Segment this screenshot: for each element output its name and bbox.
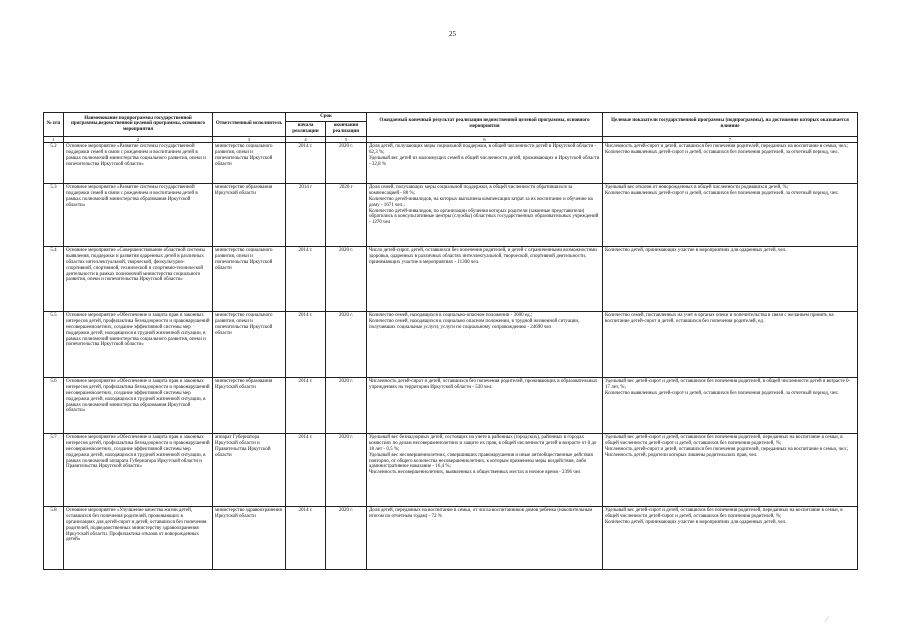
result-line: Численность несовершеннолетних, выявленных в общественных местах в ночное время - 2396 чел [369, 470, 581, 476]
row-indicators [603, 506, 858, 569]
row-activity-name: Основное мероприятие «Обеспечение и защита прав и законных интересов детей, профилактика безнадзорности и правонарушений несовершеннолетних, создание эффективной системы мер поддержки детей, находящихся в трудной жизненной ситуации, в рамках полномочий аппарата Губернатора Иркутской области и Правительства Иркутской области» [64, 433, 213, 506]
indicator-line: Численность детей, родители которых лишены родительских прав, чел. [605, 452, 758, 458]
column-number: 5 [326, 136, 367, 142]
row-number: 5.5 [44, 311, 64, 377]
row-expected-result [367, 377, 603, 433]
row-activity-name: Основное мероприятие «Улучшение качества жизни детей, оставшихся без попечения родителей, проживающих в организациях для детей-сирот и детей, оставшихся без попечения родителей, подведомственных министерству здравоохранения Иркутской области. Профилактика отказов от новорожденных детей» [64, 506, 213, 569]
header-start: начала реализации [286, 121, 326, 136]
row-activity-name: Основное мероприятие «Обеспечение и защита прав и законных интересов детей, профилактика безнадзорности и правонарушений несовершеннолетних, создание эффективной системы мер поддержки детей, находящихся в трудной жизненной ситуации, в рамках полномочий министерства образования Иркутской области» [64, 377, 213, 433]
table-row [44, 311, 858, 377]
result-line: Количество семей, находящихся в социально-опасном положении - 3600 ед.; [369, 312, 533, 318]
result-line: Численность детей-сирот и детей, оставшихся без попечения родителей, проживающих в образовательных учреждениях на территории Иркутской области - 530 чел. [369, 378, 598, 390]
row-indicators [603, 142, 858, 183]
header-term: Срок [286, 113, 367, 122]
column-number: 1 [44, 136, 64, 142]
result-line: Количество детей-инвалидов, по организации обучения которых родители (законные представители) обратились в консультативные центры (службы) областных государственных образовательных учреждений - 1270 чел [369, 208, 599, 226]
row-activity-name: Основное мероприятие «Обеспечение и защита прав и законных интересов детей, профилактика безнадзорности и правонарушений несовершеннолетних, создание эффективной системы мер поддержки детей, находящихся в трудной жизненной ситуации, в рамках полномочий министерства социального развития, опеки и попечительства Иркутской области» [64, 311, 213, 377]
row-executor: министерство образования Иркутской области [213, 377, 286, 433]
header-end: окончания реализации [326, 121, 367, 136]
table-row [44, 246, 858, 311]
row-number: 5.4 [44, 246, 64, 311]
row-expected-result [367, 433, 603, 506]
indicator-line: Удельный вес детей-сирот и детей, оставшихся без попечения родителей, в общей численности детей в возрасте 0-17 лет, %; [605, 378, 851, 390]
indicator-line: Численность детей-сирот и детей, оставшихся без попечения родителей, переданных на воспитание в семьи, чел.; [605, 143, 849, 149]
row-number: 5.7 [44, 433, 64, 506]
header-executor: Ответственный исполнитель [213, 113, 286, 137]
row-start-date: 2014 г [286, 183, 326, 246]
table-row [44, 506, 858, 569]
indicator-line: Количество выявленных детей-сирот и детей, оставшихся без попечения родителей, за отчетный период, чел. [605, 190, 839, 196]
row-executor: министерство здравоохранения Иркутской области [213, 506, 286, 569]
row-start-date: 2014 г. [286, 433, 326, 506]
row-end-date: 2020 г. [326, 142, 367, 183]
row-expected-result [367, 311, 603, 377]
row-executor: аппарат Губернатора Иркутской области и Правительства Иркутской области [213, 433, 286, 506]
row-expected-result [367, 506, 603, 569]
column-number: 6 [367, 136, 603, 142]
indicator-line: Удельный вес детей-сирот и детей, оставшихся без попечения родителей, переданных на воспитание в семьи, в общей численности детей-сирот и детей, оставшихся без попечения родителей, %; [605, 434, 843, 446]
indicator-line: Количество семей, поставленных на учет в органах опеки и попечительства в связи с желанием принять на воспитание детей-сирот и детей, оставшихся без попечения родителей, ед. [605, 312, 834, 324]
row-start-date: 2014 г. [286, 246, 326, 311]
row-activity-name: Основное мероприятие «Совершенствование областной системы выявления, поддержки и развития одаренных детей в различных областях интеллектуальной, творческой, физкультурно-спортивной, спортивной, технической и спортивно-технической деятельности в рамках полномочий министерства социального развития, опеки и попечительства Иркутской области» [64, 246, 213, 311]
result-line: Удельный вес несовершеннолетних, совершивших правонарушения и иные антиобщественные действия повторно, от общего количества несовершеннолетних, к которым применены меры воздействия, либо административное наказание - 16,4 %; [369, 452, 593, 470]
table-row [44, 433, 858, 506]
indicator-line: Количество детей, принимающих участие в мероприятиях для одаренных детей, чел. [605, 247, 787, 253]
row-expected-result [367, 183, 603, 246]
result-line: Доля семей, получающих меры социальной поддержки, в общей численности обратившихся за компенсацией - 80 %; [369, 184, 573, 196]
row-start-date: 2014 г. [286, 142, 326, 183]
result-line: Количество детей-инвалидов, на которых выплачена компенсация затрат за их воспитание и обучение на дому - 1671 чел.; [369, 196, 593, 208]
row-end-date: 2020 г. [326, 433, 367, 506]
result-line: Доля детей, переданных на воспитание в семьи, от числа воспитанников домов ребенка (накопительным итогом по отчетным годам) - 72 % [369, 507, 593, 519]
row-indicators [603, 246, 858, 311]
row-indicators [603, 183, 858, 246]
indicator-line: Численность детей-сирот и детей, оставшихся без попечения родителей, переданных на воспитание в семьи, чел.; [605, 446, 849, 452]
row-executor: министерство социального развития, опеки и попечительства Иркутской области [213, 246, 286, 311]
page-number: 25 [449, 30, 456, 38]
header-result: Ожидаемый конечный результат реализации ведомственной целевой программы, основного мероприятия [367, 113, 603, 137]
indicator-line: Количество выявленных детей-сирот и детей, оставшихся без попечения родителей, за отчетный период, чел. [605, 390, 839, 396]
row-expected-result [367, 246, 603, 311]
row-executor: министерство образования Иркутской области [213, 183, 286, 246]
row-end-date: 2020 г. [326, 246, 367, 311]
table-row [44, 183, 858, 246]
row-end-date: 2020 г [326, 183, 367, 246]
row-end-date: 2020 г. [326, 377, 367, 433]
column-number: 2 [64, 136, 213, 142]
header-indicators: Целевые показатели государственной программы (подпрограммы), на достижение которых оказывается влияние [603, 113, 858, 137]
table-header [44, 113, 858, 143]
indicator-line: Количество детей, принимающих участие в мероприятиях для одаренных детей, чел. [605, 519, 787, 525]
column-number: 4 [286, 136, 326, 142]
row-expected-result [367, 142, 603, 183]
header-name: Наименование подпрограммы государственной программы,ведомственной целевой программы, основного мероприятия [64, 113, 213, 137]
row-activity-name: Основное мероприятие «Развитие системы государственной поддержки семей в связи с рождением и воспитанием детей в рамках полномочий министерства образования Иркутской области» [64, 183, 213, 246]
row-end-date: 2020 г. [326, 506, 367, 569]
column-number: 3 [213, 136, 286, 142]
result-line: Удельный вес детей из малоимущих семей в общей численности детей, проживающих в Иркутской области - 32,8 % [369, 155, 600, 167]
indicator-line: Удельный вес отказов от новорожденных в общей численности родившихся детей, %; [605, 184, 789, 190]
row-start-date: 2014 г. [286, 506, 326, 569]
indicator-line: Удельный вес детей-сирот и детей, оставшихся без попечения родителей, переданных на воспитание в семьи, в общей численности детей-сирот и детей, оставшихся без попечения родителей, %; [605, 507, 843, 519]
header-num: № п/п [44, 113, 64, 137]
row-number: 5.3 [44, 183, 64, 246]
program-table [43, 112, 858, 570]
row-indicators [603, 311, 858, 377]
row-number: 5.8 [44, 506, 64, 569]
indicator-line: Количество выявленных детей-сирот и детей, оставшихся без попечения родителей, за отчетный период, чел. [605, 149, 839, 155]
scan-mark-icon: ⁄ [826, 615, 828, 624]
row-executor: министерство социального развития, опеки и попечительства Иркутской области [213, 142, 286, 183]
result-line: Количество семей, находящихся в социально опасном положении, в трудной жизненной ситуации, получивших социальные услуги, услуги по социальному сопровождению - 24690 чел [369, 318, 580, 330]
row-activity-name: Основное мероприятие «Развитие системы государственной поддержки семей в связи с рождением и воспитанием детей в рамках полномочий министерства социального развития, опеки и попечительства Иркутской области» [64, 142, 213, 183]
row-indicators [603, 377, 858, 433]
column-number: 7 [603, 136, 858, 142]
row-indicators [603, 433, 858, 506]
row-start-date: 2014 г. [286, 311, 326, 377]
row-end-date: 2020 г. [326, 311, 367, 377]
result-line: Удельный вес безнадзорных детей, состоящих на учете в районных (городских), районных в городах комиссиях по делам несовершеннолетних и защите их прав, в общей численности детей в возрасте от 0 до 18 лет - 0,5 %; [369, 434, 597, 452]
row-executor: министерство социального развития, опеки и попечительства Иркутской области [213, 311, 286, 377]
table-row [44, 377, 858, 433]
row-number: 5.6 [44, 377, 64, 433]
result-line: Число детей-сирот, детей, оставшихся без попечения родителей, и детей с ограниченными возможностями здоровья, одаренных в различных областях интеллектуальной, творческой, спортивной деятельности, принимающих участие в мероприятиях - 11300 чел. [369, 247, 597, 265]
result-line: Доля детей, получающих меры социальной поддержки, в общей численности детей в Иркутской области - 62,3 %; [369, 143, 597, 155]
table-row [44, 142, 858, 183]
row-start-date: 2014 г. [286, 377, 326, 433]
row-number: 5.2 [44, 142, 64, 183]
